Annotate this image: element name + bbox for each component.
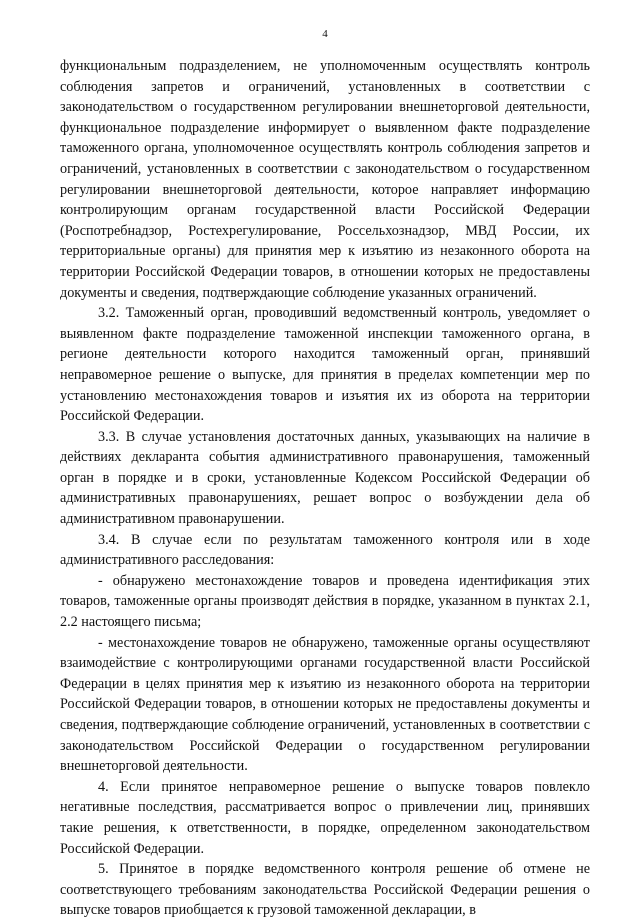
paragraph-3-2: 3.2. Таможенный орган, проводивший ведомственный контроль, уведомляет о выявленном факте подразделение таможенной инспекции таможенного органа, в регионе деятельности которого находится таможенный орган, принявший неправомерное решение о выпуске, для принятия в пределах компетенции мер по установлению местонахождения товаров и изъятия их из оборота на территории Российской Федерации. [60, 305, 590, 425]
paragraph-3-4-item-found: - обнаружено местонахождение товаров и проведена идентификация этих товаров, таможенные органы производят действия в порядке, указанном в пунктах 2.1, 2.2 настоящего письма; [60, 572, 590, 631]
paragraph-5: 5. Принятое в порядке ведомственного контроля решение об отмене не соответствующего требованиям законодательства Российской Федерации решения о выпуске товаров приобщается к грузовой таможенной декларации, в [60, 861, 590, 919]
paragraph-continuation: функциональным подразделением, не уполномоченным осуществлять контроль соблюдения запретов и ограничений, установленных в соответствии с законодательством о государственном регулировании внешнеторговой деятельности, функциональное подразделение информирует о выявленном факте подразделение таможенного органа, уполномоченное осуществлять контроль соблюдения запретов и ограничений, установленных в соответствии с законодательством о государственном регулировании внешнеторговой деятельности, которое направляет информацию контролирующим органам государственной власти Российской Федерации (Роспотребнадзор, Ростехрегулирование, Россельхознадзор, МВД России, их территориальные органы) для принятия мер к изъятию из незаконного оборота на территории Российской Федерации товаров, в отношении которых не предоставлены документы и сведения, подтверждающие соблюдение указанных ограничений. [60, 58, 590, 301]
document-body [60, 56, 590, 921]
paragraph-3-4-item-not-found: - местонахождение товаров не обнаружено, таможенные органы осуществляют взаимодействие с контролирующими органами государственной власти Российской Федерации в целях принятия мер к изъятию из незаконного оборота на территории Российской Федерации товаров, в отношении которых не предоставлены документы и сведения, подтверждающие соблюдение ограничений, установленных в соответствии с законодательством Российской Федерации о государственном регулировании внешнеторговой деятельности. [60, 634, 590, 775]
paragraph-3-3: 3.3. В случае установления достаточных данных, указывающих на наличие в действиях декларанта события административного правонарушения, таможенный орган в порядке и в сроки, установленные Кодексом Российской Федерации об административных правонарушениях, решает вопрос о возбуждении дела об административном правонарушении. [60, 428, 590, 528]
paragraph-3-4: 3.4. В случае если по результатам таможенного контроля или в ходе административного расследования: [60, 531, 590, 569]
paragraph-4: 4. Если принятое неправомерное решение о выпуске товаров повлекло негативные последствия, рассматривается вопрос о привлечении лиц, принявших такие решения, к ответственности, в порядке, определенном законодательством Российской Федерации. [60, 778, 590, 857]
page-number: 4 [322, 28, 328, 40]
